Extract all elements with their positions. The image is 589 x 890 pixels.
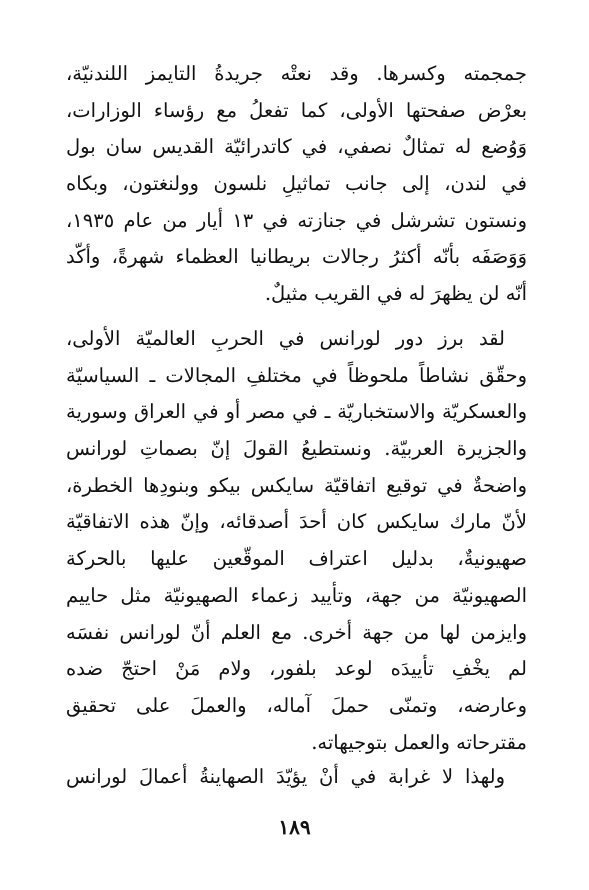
text-line: لأنّ مارك سايكس كان أحدَ أصدقائه، وإنّ هذه الاتفاقيّة xyxy=(66,510,527,534)
text-line: وايزمن لها من جهة أخرى. مع العلم أنّ لورانس نفسَه xyxy=(66,620,527,644)
text-line: لقد برز دور لورانس في الحربِ العالميّة الأولى، xyxy=(66,327,505,350)
text-line: الصهيونيّة من جهة، وتأييد زعماء الصهيونيّة مثل حاييم xyxy=(66,583,527,607)
text-line: وَوَصَفَه بأنّه أكثرُ رجالات بريطانيا العظماء شهرةً، وأكّد xyxy=(66,245,527,269)
text-line: ونستون تشرشل في جنازته في ١٣ أيار من عام ١٩٣٥، xyxy=(66,208,528,232)
text-line: وعارضه، وتمنّى حملَ آماله، والعملَ على تحقيق xyxy=(66,693,527,717)
paragraph-2 xyxy=(0,321,589,761)
text-line: والعسكريّة والاستخباريّة ـ في مصر أو في العراق وسورية xyxy=(66,400,527,424)
text-line: مقترحاته والعمل بتوجيهاته. xyxy=(311,730,527,754)
text-line: واضحةٌ في توقيع اتفاقيّة سايكس بيكو وبنودِها الخطرة، xyxy=(66,473,527,497)
text-line: والجزيرة العربيّة. ونستطيعُ القولَ إنّ بصماتِ لورانس xyxy=(66,437,527,461)
text-line: بعرْض صفحتها الأولى، كما تفعلُ مع رؤساء الوزارات، xyxy=(66,98,527,122)
text-line: وحقّق نشاطاً ملحوظاً في مختلفِ المجالات ـ السياسيّة xyxy=(66,363,527,387)
text-line: وَوُضع له تمثالٌ نصفي، في كاتدرائيّة القديس سان بول xyxy=(66,135,527,159)
text-line: جمجمته وكسرها. وقد نعتْه جريدةُ التايمز اللندنيّة، xyxy=(66,62,527,85)
text-line: في لندن، إلى جانب تماثيلِ نلسون وولنغتون، وبكاه xyxy=(66,172,527,196)
paragraph-1 xyxy=(0,56,589,313)
text-line: أنّه لن يظهرَ له في القريب مثيلٌ. xyxy=(264,282,527,306)
text-line: ولهذا لا غرابة في أنْ يؤيّدَ الصهاينةُ أعمالَ لورانس xyxy=(66,765,505,788)
text-line: صهيونيةٌ، بدليل اعتراف الموقّعين عليها بالحركة xyxy=(66,547,527,571)
paragraph-3 xyxy=(0,759,589,796)
page-number: ١٨٩ xyxy=(278,815,311,839)
text-line: لم يخْفِ تأييدَه لوعد بلفور، ولام مَنْ احتجّ ضده xyxy=(66,657,527,681)
